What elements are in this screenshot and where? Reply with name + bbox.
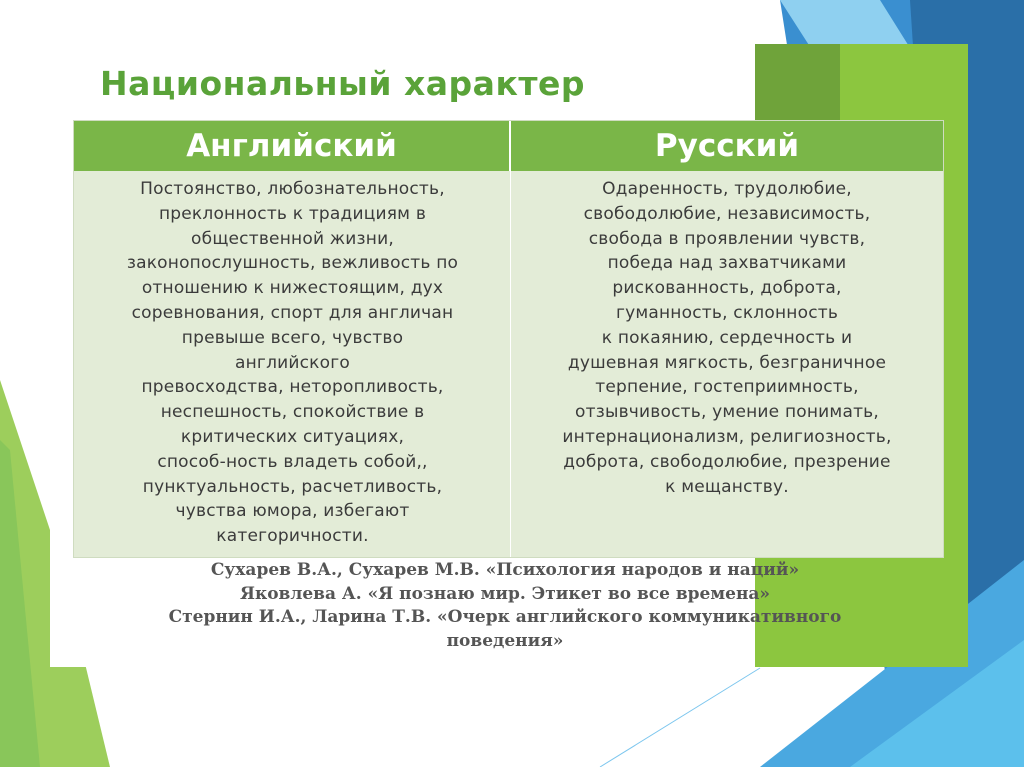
column-divider <box>510 171 511 557</box>
slide-title: Национальный характер <box>100 64 585 103</box>
comparison-table <box>73 120 944 558</box>
reference-line: поведения» <box>446 630 564 651</box>
cell-russian-traits: Одаренность, трудолюбие, свободолюбие, независимость, свобода в проявлении чувств, победа над захватчиками рискованность, доброта, гуманность, склонность к покаянию, сердечность и душевная мягкость, безграничное терпение, гостеприимность, отзывчивость, умение понимать, интернационализм, религиозность, доброта, свободолюбие, презрение к мещанству. <box>562 179 892 497</box>
references <box>100 559 910 653</box>
header-russian: Русский <box>511 121 943 171</box>
reference-line: Яковлева А. «Я познаю мир. Этикет во все времена» <box>239 583 771 604</box>
thin-blue-line <box>600 668 760 767</box>
reference-line: Сухарев В.А., Сухарев М.В. «Психология народов и наций» <box>210 560 800 580</box>
frame-dark-green-strip <box>755 44 840 124</box>
reference-line: Стернин И.А., Ларина Т.В. «Очерк английского коммуникативного <box>168 607 842 627</box>
header-english: Английский <box>74 121 511 171</box>
cell-english-traits: Постоянство, любознательность, преклонность к традициям в общественной жизни, законопослушность, вежливость по отношению к нижестоящим, дух соревнования, спорт для англичан превыше всего, чувство английского превосходства, неторопливость, неспешность, спокойствие в критических ситуациях, способ-ность владеть собой,, пунктуальность, расчетливость, чувства юмора, избегают категоричности. <box>126 179 459 547</box>
